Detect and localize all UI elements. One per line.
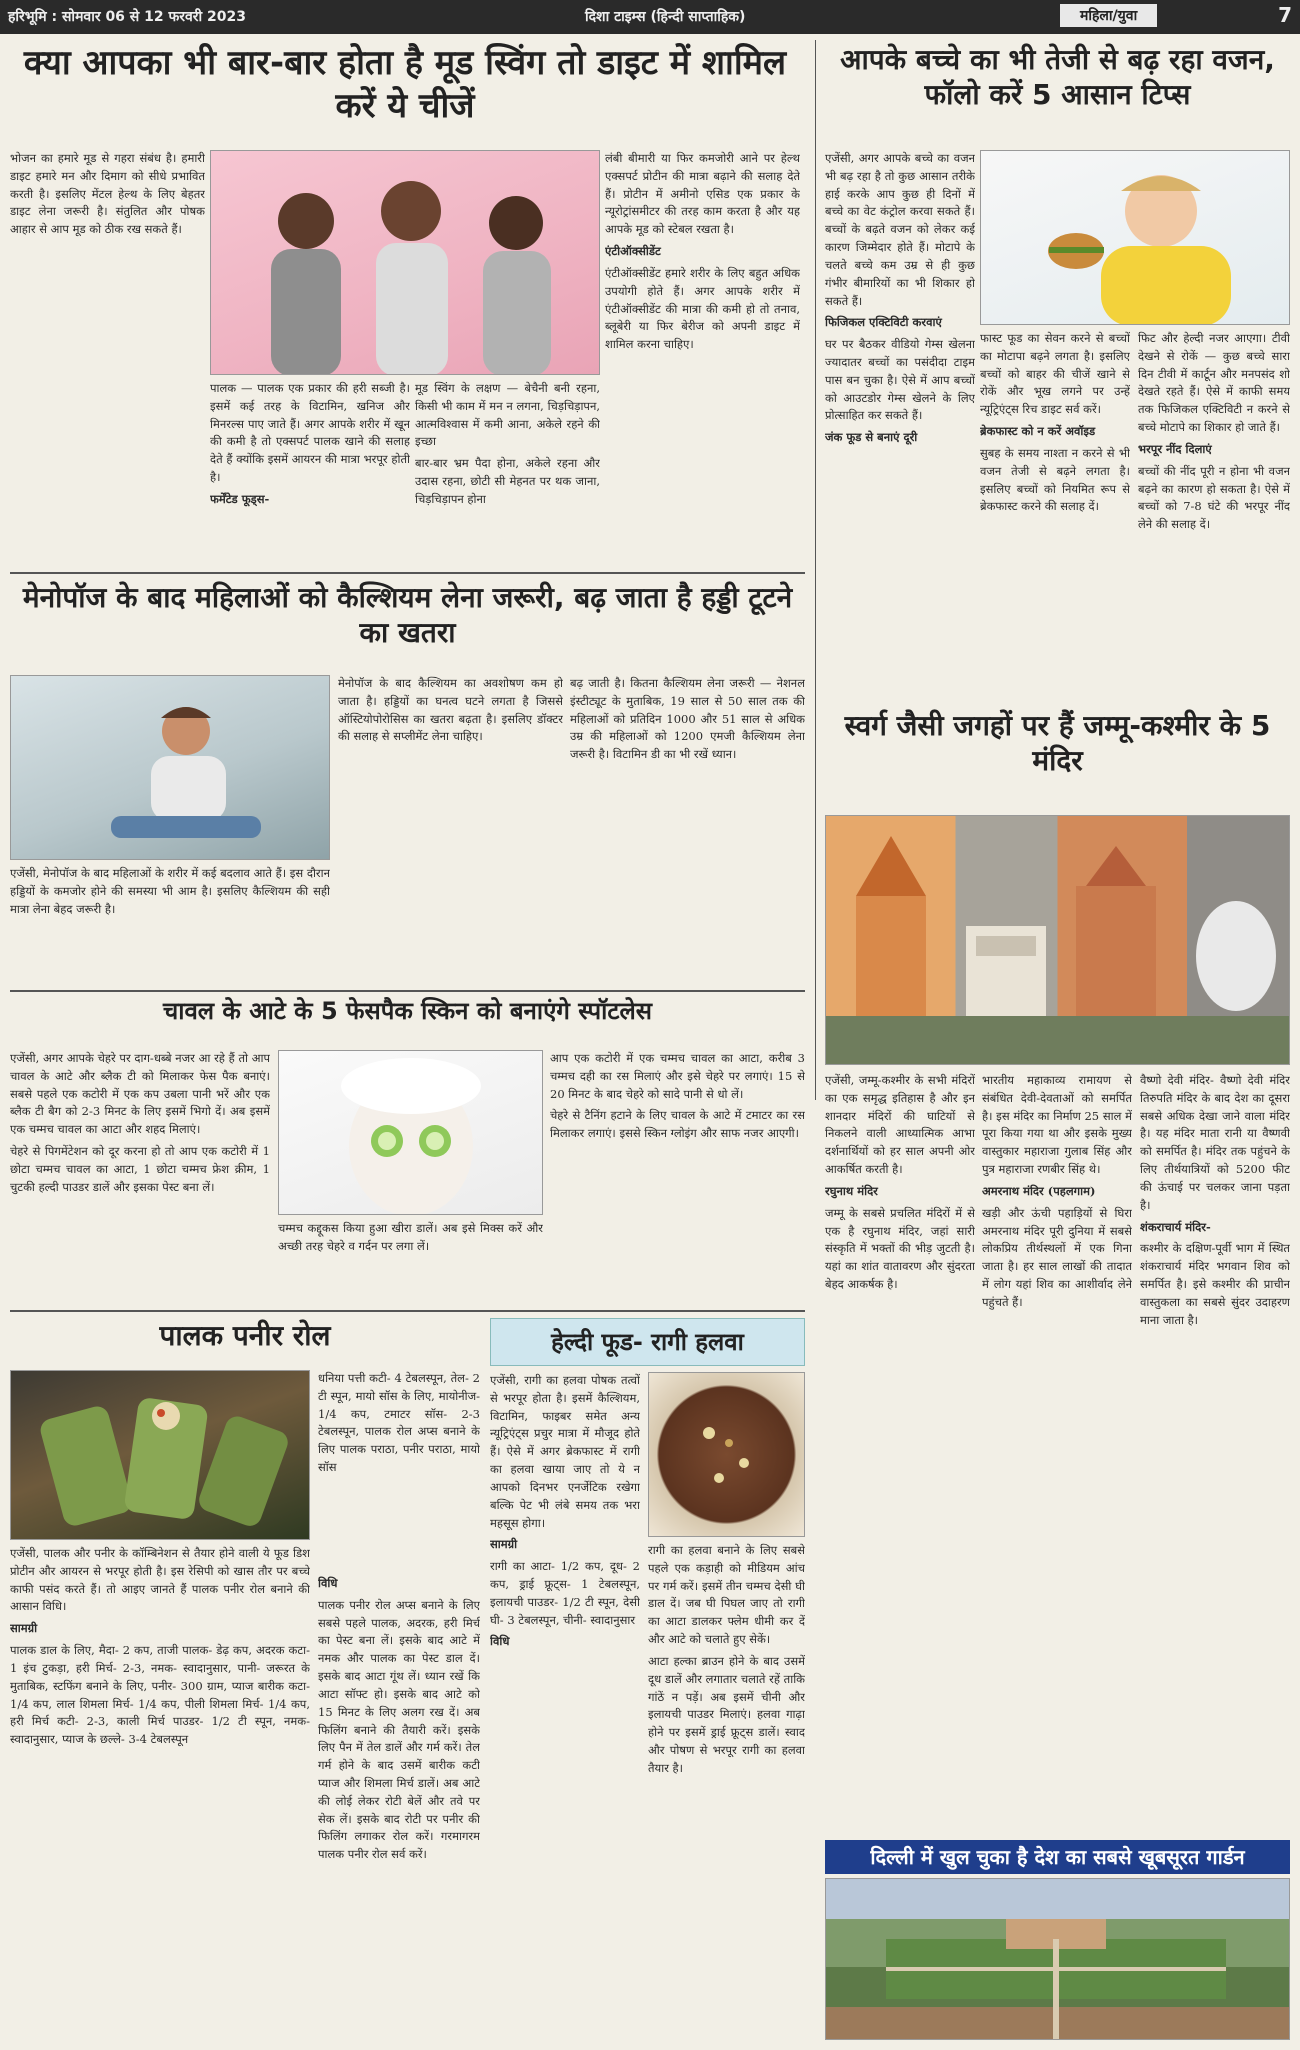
halwa-method-text-2: आटा हल्का ब्राउन होने के बाद उसमें दूध डालें और लगातार चलाते रहें ताकि गांठें न पड़ें। अब इसमें चीनी और इलायची पाउडर मिलाएं। हलवा गाढ़ा होने पर इसमें ड्राई फ्रूट्स डालें। स्वाद और पोषण से भरपूर रागी का हलवा तैयार है। bbox=[648, 1653, 805, 1775]
temples-raghunath-subhead: रघुनाथ मंदिर bbox=[825, 1183, 878, 1198]
masthead-paper-name: दिशा टाइम्स (हिन्दी साप्ताहिक) bbox=[585, 9, 746, 25]
halwa-method-text: रागी का हलवा बनाने के लिए सबसे पहले एक कड़ाही को मीडियम आंच पर गर्म करें। इसमें तीन चम्मच देसी घी डाल दें। जब घी पिघल जाए तो रागी का आटा डालकर फ्लेम धीमी कर दें और आटे को चलाते हुए सेकें। bbox=[648, 1543, 805, 1647]
child-intro-text: एजेंसी, अगर आपके बच्चे का वजन भी बढ़ रहा है तो कुछ आसान तरीके हाई करके आप कुछ ही दिनों में बच्चे का वेट कंट्रोल करवा सकते हैं। बच्चों के बढ़ते वजन को लेकर कई कारण जिम्मेदार होते हैं। मोटापे के चलते बच्चे कम उम्र से ही कुछ गंभीर बीमारियों का भी शिकार हो सकते हैं। bbox=[825, 151, 975, 308]
halwa-headline-banner bbox=[490, 1318, 805, 1366]
child-sleep-text: बच्चों की नींद पूरी न होना भी वजन बढ़ने का कारण हो सकता है। ऐसे में बच्चों को 7-8 घंटे की भरपूर नींद लेने की सलाह दें। bbox=[1138, 463, 1290, 532]
child-column-1 bbox=[825, 150, 975, 700]
rice-pigmentation-text: चेहरे से पिगमेंटेशन को दूर करना हो तो आप एक कटोरी में 1 छोटा चम्मच चावल का आटा, 1 छोटा चम्मच फ्रेश क्रीम, 1 चुटकी हल्दी पाउडर डालें और इसका पेस्ट बना लें। bbox=[10, 1144, 270, 1194]
menopause-photo bbox=[10, 675, 330, 860]
paneer-roll-illustration bbox=[11, 1371, 310, 1540]
mood-antioxidant-text: एंटीऑक्सीडेंट हमारे शरीर के लिए बहुत अधिक उपयोगी होते हैं। अगर आपके शरीर में एंटीऑक्सीडेंट की मात्रा की कमी हो तो तनाव, ब्लूबेरी या फिर बेरीज को अपनी डाइट में शामिल करना चाहिए। bbox=[605, 265, 800, 352]
menopause-calcium-text: बढ़ जाती है। कितना कैल्शियम लेना जरूरी — नेशनल इंस्टीट्यूट के मुताबिक, 19 साल से 50 साल तक की महिलाओं को प्रतिदिन 1000 और 51 साल से अधिक उम्र की महिलाओं को 1200 एमजी कैल्शियम लेना जरूरी है। विटामिन डी का भी रखें ध्यान। bbox=[570, 676, 805, 762]
halwa-column-1 bbox=[490, 1372, 640, 2040]
garden-aerial-illustration bbox=[826, 1879, 1290, 2040]
child-breakfast-text: सुबह के समय नाश्ता न करने से भी वजन तेजी से बढ़ने लगता है। इसलिए बच्चों को नियमित रूप से ब्रेकफास्ट करने की सलाह दें। bbox=[980, 445, 1130, 514]
child-breakfast-subhead: ब्रेकफास्ट को न करें अवॉइड bbox=[980, 424, 1096, 439]
page-number: 7 bbox=[1278, 3, 1292, 27]
halwa-column-2 bbox=[648, 1542, 805, 2040]
rice-curd-text: आप एक कटोरी में एक चम्मच चावल का आटा, करीब 3 चम्मच दही का रस मिलाएं और इसे चेहरे पर लगाएं। 15 से 20 मिनट के बाद चेहरे को सादे पानी से धो लें। bbox=[550, 1051, 805, 1101]
menopause-column-1 bbox=[10, 865, 330, 985]
paneer-method-subhead: विधि bbox=[318, 1576, 338, 1590]
paneer-method-text: पालक पनीर रोल अप्स बनाने के लिए सबसे पहले पालक, अदरक, हरी मिर्च का पेस्ट बना लें। इसके बाद आटे में नमक और पालक का पेस्ट डाल दें। इसके बाद आटा गूंथ लें। ध्यान रखें कि आटा सॉफ्ट हो। इसके बाद आटे को 15 मिनट के लिए अलग रख दें। अब फिलिंग बनाने की तैयारी करें। इसके लिए पैन में तेल डालें और गर्म करें। तेल गर्म होने के बाद उसमें बारीक कटी प्याज और शिमला मिर्च डालें। अब आटे की लोई लेकर रोटी बेलें और तवे पर सेक लें। इसके बाद रोटी पर पनीर की फिलिंग लगाकर रोल करें। गरमागरम पालक पनीर रोल सर्व करें। bbox=[318, 1597, 480, 1862]
menopause-column-2 bbox=[338, 675, 563, 985]
paneer-column-2 bbox=[318, 1370, 480, 1570]
masthead-section: महिला/युवा bbox=[1060, 4, 1157, 27]
halwa-bowl-illustration bbox=[649, 1373, 805, 1537]
paneer-column-1 bbox=[10, 1545, 310, 2040]
temples-amarnath-text: खड़ी और ऊंची पहाड़ियों से घिरा अमरनाथ मंदिर पूरी दुनिया में सबसे लोकप्रिय तीर्थस्थलों में एक गिना जाता है। हर साल लाखों की तादात में लोग यहां शिव का आशीर्वाद लेने पहुंचते हैं। bbox=[982, 1205, 1132, 1309]
rice-column-3 bbox=[550, 1050, 805, 1305]
temples-history-text: भारतीय महाकाव्य रामायण से संबंधित देवी-देवताओं को समर्पित है। इस मंदिर का निर्माण 25 साल में पूरा किया गया था और इसके मुख्य वास्तुकार महाराजा गुलाब सिंह और पुत्र महाराजा रणबीर सिंह थे। bbox=[982, 1073, 1132, 1177]
face-mask-cucumber-illustration bbox=[279, 1051, 543, 1215]
halwa-method-subhead: विधि bbox=[490, 1634, 510, 1649]
mood-intro-column bbox=[10, 150, 205, 565]
menopause-headline: मेनोपॉज के बाद महिलाओं को कैल्शियम लेना जरूरी, बढ़ जाता है हड्डी टूटने का खतरा bbox=[22, 581, 793, 649]
child-activity-subhead: फिजिकल एक्टिविटी करवाएं bbox=[825, 315, 942, 330]
mood-symptoms-column bbox=[415, 380, 600, 565]
mood-column-2 bbox=[605, 150, 800, 565]
rice-caption-column bbox=[278, 1220, 543, 1305]
mood-protein-text: लंबी बीमारी या फिर कमजोरी आने पर हेल्थ एक्सपर्ट प्रोटीन की मात्रा बढ़ाने की सलाह देते हैं। प्रोटीन में अमीनो एसिड एक प्रकार के न्यूरोट्रांसमीटर की तरह काम करता है और यह आपके मूड को स्टेबल रखता है। bbox=[605, 151, 800, 237]
garden-photo bbox=[825, 1878, 1290, 2040]
child-photo bbox=[980, 150, 1290, 325]
temples-shankaracharya-subhead: शंकराचार्य मंदिर- bbox=[1140, 1219, 1211, 1234]
temples-headline: स्वर्ग जैसी जगहों पर हैं जम्मू-कश्मीर के 5 मंदिर bbox=[844, 709, 1271, 777]
child-activity-text: घर पर बैठकर वीडियो गेम्स खेलना ज्यादातर बच्चों का पसंदीदा टाइम पास बन चुका है। ऐसे में आप बच्चों को आउटडोर गेम्स खेलने के लिए प्रोत्साहित कर सकते हैं। bbox=[825, 337, 975, 423]
temples-vaishno-text: वैष्णो देवी मंदिर- वैष्णो देवी मंदिर तिरुपति मंदिर के बाद देश का दूसरा सबसे अधिक देखा जाने वाला मंदिर है। यह मंदिर माता रानी या वैष्णवी को समर्पित है। मंदिर तक पहुंचने के लिए तीर्थयात्रियों को 5200 फीट की ऊंचाई पर चलकर जाना पड़ता है। bbox=[1140, 1073, 1290, 1212]
section-rule bbox=[10, 572, 805, 574]
child-fastfood-text: फास्ट फूड का सेवन करने से बच्चों का मोटापा बढ़ने लगता है। इसलिए बच्चों को बाहर की चीजें खाने से रोकें और भूख लगने पर उन्हें न्यूट्रिएंट्स रिच डाइट सर्व करें। bbox=[980, 331, 1130, 417]
masthead-date: हरिभूमि : सोमवार 06 से 12 फरवरी 2023 bbox=[8, 9, 246, 25]
mood-symptoms-list-2: बार-बार भ्रम पैदा होना, अकेले रहना और उदास रहना, छोटी सी मेहनत पर थक जाना, चिड़चिड़ापन होना bbox=[415, 456, 600, 506]
temples-intro-text: एजेंसी, जम्मू-कश्मीर के सभी मंदिरों का एक समृद्ध इतिहास है और इन शानदार मंदिरों की घाटियों से निकलने वाली आध्यात्मिक आभा दर्शनार्थियों को हर साल अपनी ओर आकर्षित करती है। bbox=[825, 1073, 975, 1177]
child-headline: आपके बच्चे का भी तेजी से बढ़ रहा वजन, फॉलो करें 5 आसान टिप्स bbox=[840, 43, 1275, 111]
temples-column-3 bbox=[1140, 1072, 1290, 1832]
menopause-column-3 bbox=[570, 675, 805, 985]
temples-column-2 bbox=[982, 1072, 1132, 1832]
paneer-stuffing-list: धनिया पत्ती कटी- 4 टेबलस्पून, तेल- 2 टी स्पून, मायो सॉस के लिए, मायोनीज- 1/4 कप, टमाटर सॉस- 2-3 टेबलस्पून, पालक रोल अप्स बनाने के लिए पालक पराठा, पनीर पराठा, मायो सॉस bbox=[318, 1371, 480, 1475]
mood-fermented-subhead: फर्मेंटेड फूड्स- bbox=[210, 491, 270, 506]
mood-photo bbox=[210, 150, 600, 375]
child-eating-illustration bbox=[981, 151, 1290, 325]
halwa-headline: हेल्दी फूड- रागी हलवा bbox=[551, 1328, 744, 1356]
mood-headline: क्या आपका भी बार-बार होता है मूड स्विंग तो डाइट में शामिल करें ये चीजें bbox=[23, 43, 787, 126]
paneer-headline: पालक पनीर रोल bbox=[159, 1319, 331, 1352]
temples-photo bbox=[825, 815, 1290, 1065]
column-divider bbox=[815, 40, 816, 1100]
rice-tomato-text: चेहरे से टैनिंग हटाने के लिए चावल के आटे में टमाटर का रस मिलाकर लगाएं। इससे स्किन ग्लोइंग और साफ नजर आएगी। bbox=[550, 1108, 805, 1141]
temples-column-1 bbox=[825, 1072, 975, 1832]
halwa-ingredients-subhead: सामग्री bbox=[490, 1537, 518, 1552]
paneer-photo bbox=[10, 1370, 310, 1540]
temple-collage-illustration bbox=[826, 816, 1290, 1065]
child-tv-text: फिट और हेल्दी नजर आएगा। टीवी देखने से रोकें — कुछ बच्चे सारा दिन टीवी में कार्टून और मनपसंद शो देखते रहते हैं। ऐसे में काफी समय तक फिजिकल एक्टिविटी न करने से बच्चे मोटापे का शिकार हो जाते हैं। bbox=[1138, 331, 1290, 435]
mood-symptoms-list: मूड स्विंग के लक्षण — बेचैनी बनी रहना, किसी भी काम में मन न लगना, चिड़चिड़ापन, आत्मविश्वास में कमी आना, अकेले रहने की इच्छा bbox=[415, 381, 600, 449]
rice-cucumber-text: चम्मच कद्दूकस किया हुआ खीरा डालें। अब इसे मिक्स करें और अच्छी तरह चेहरे व गर्दन पर लगा लें। bbox=[278, 1221, 543, 1253]
child-column-3 bbox=[1138, 330, 1290, 700]
temples-amarnath-subhead: अमरनाथ मंदिर (पहलगाम) bbox=[982, 1183, 1096, 1198]
paneer-ingredients-list: पालक डाल के लिए, मैदा- 2 कप, ताजी पालक- डेढ़ कप, अदरक कटा- 1 इंच टुकड़ा, हरी मिर्च- 2-3, नमक- स्वादानुसार, पानी- जरूरत के मुताबिक, स्टफिंग बनाने के लिए, पनीर- 300 ग्राम, प्याज बारीक कटा- 1/4 कप, लाल शिमला मिर्च- 1/4 कप, पीली शिमला मिर्च- 1/4 कप, हरी मिर्च कटी- 2-3, काली मिर्च पाउडर- 1/2 टी स्पून, नमक- स्वादानुसार, प्याज के छल्ले- 3-4 टेबलस्पून bbox=[10, 1643, 310, 1747]
rice-column-1 bbox=[10, 1050, 270, 1305]
women-stressed-illustration bbox=[211, 151, 600, 375]
child-sleep-subhead: भरपूर नींद दिलाएं bbox=[1138, 441, 1212, 456]
child-junkfood-subhead: जंक फूड से बनाएं दूरी bbox=[825, 430, 918, 445]
temples-shankaracharya-text: कश्मीर के दक्षिण-पूर्वी भाग में स्थित शंकराचार्य मंदिर भगवान शिव को समर्पित है। इसे कश्मीर की प्राचीन वास्तुकला का सबसे सुंदर उदाहरण माना जाता है। bbox=[1140, 1241, 1290, 1327]
rice-headline: चावल के आटे के 5 फेसपैक स्किन को बनाएंगे स्पॉटलेस bbox=[162, 997, 652, 1025]
paneer-ingredients-subhead: सामग्री bbox=[10, 1621, 38, 1636]
section-rule bbox=[10, 990, 805, 992]
section-rule bbox=[10, 1310, 805, 1312]
mood-antioxidant-subhead: एंटीऑक्सीडेंट bbox=[605, 244, 661, 259]
menopause-intro-text: एजेंसी, मेनोपॉज के बाद महिलाओं के शरीर में कई बदलाव आते हैं। इस दौरान हड्डियों के कमजोर होने की समस्या भी आम है। इसलिए कैल्शियम की सही मात्रा लेना बेहद जरूरी है। bbox=[10, 866, 330, 916]
mood-intro: भोजन का हमारे मूड से गहरा संबंध है। हमारी डाइट हमारे मन और दिमाग को सीधे प्रभावित करती है। इसलिए मेंटल हेल्थ के लिए बेहतर डाइट लेना जरूरी है। संतुलित और पोषक आहार से आप मूड को ठीक रख सकते हैं। bbox=[10, 151, 205, 237]
woman-pain-illustration bbox=[11, 676, 330, 860]
child-column-2 bbox=[980, 330, 1130, 700]
halwa-intro-text: एजेंसी, रागी का हलवा पोषक तत्वों से भरपूर होता है। इसमें कैल्शियम, विटामिन, फाइबर समेत अन्य न्यूट्रिएंट्स प्रचुर मात्रा में मौजूद होते हैं। ऐसे में अगर ब्रेकफास्ट में रागी का हलवा खाया जाए तो ये न आपको दिनभर एनर्जेटिक रखेगा बल्कि पेट भी लंबे समय तक भरा महसूस होगा। bbox=[490, 1373, 640, 1530]
menopause-absorption-text: मेनोपॉज के बाद कैल्शियम का अवशोषण कम हो जाता है। हड्डियों का घनत्व घटने लगता है जिससे ऑस्टियोपोरोसिस का खतरा बढ़ता है। इसलिए डॉक्टर की सलाह से सप्लीमेंट लेना चाहिए। bbox=[338, 676, 563, 744]
halwa-ingredients-list: रागी का आटा- 1/2 कप, दूध- 2 कप, ड्राई फ्रूट्स- 1 टेबलस्पून, इलायची पाउडर- 1/2 टी स्पून, देसी घी- 3 टेबलस्पून, चीनी- स्वादानुसार bbox=[490, 1559, 640, 1627]
temples-raghunath-text: जम्मू के सबसे प्रचलित मंदिरों में से एक है रघुनाथ मंदिर, जहां सारी संस्कृति में भक्तों की भीड़ जुटती है। यहां का शांत वातावरण और सुंदरता बेहद आकर्षक है। bbox=[825, 1205, 975, 1291]
rice-photo bbox=[278, 1050, 543, 1215]
paneer-intro-text: एजेंसी, पालक और पनीर के कॉम्बिनेशन से तैयार होने वाली ये फूड डिश प्रोटीन और आयरन से भरपूर होती है। इस रेसिपी को खास तौर पर बच्चे काफी पसंद करते हैं। तो आइए जानते हैं पालक पनीर रोल बनाने की आसान विधि। bbox=[10, 1546, 310, 1614]
halwa-photo bbox=[648, 1372, 805, 1537]
paneer-method-column bbox=[318, 1575, 480, 2040]
masthead bbox=[0, 0, 1300, 34]
garden-headline: दिल्ली में खुल चुका है देश का सबसे खूबसूरत गार्डन bbox=[825, 1840, 1290, 1874]
mood-spinach-text: पालक — पालक एक प्रकार की हरी सब्जी है। इसमें कई तरह के विटामिन, खनिज और मिनरल्स पाए जाते हैं। अगर आपके शरीर में खून की कमी है तो एक्सपर्ट पालक खाने की सलाह देते हैं क्योंकि इसमें आयरन की मात्रा भरपूर होती है। bbox=[210, 381, 410, 485]
rice-blacktea-text: एजेंसी, अगर आपके चेहरे पर दाग-धब्बे नजर आ रहे हैं तो आप चावल के आटे और ब्लैक टी को मिलाकर फेस पैक बनाएं। सबसे पहले एक कटोरी में एक कप उबला पानी भरें और एक ब्लैक टी बैग को 2-3 मिनट के लिए इसमें भिगो दें। अब इसमें एक चम्मच चावल का आटा और शहद मिलाएं। bbox=[10, 1051, 270, 1137]
mood-column-3 bbox=[210, 380, 410, 565]
